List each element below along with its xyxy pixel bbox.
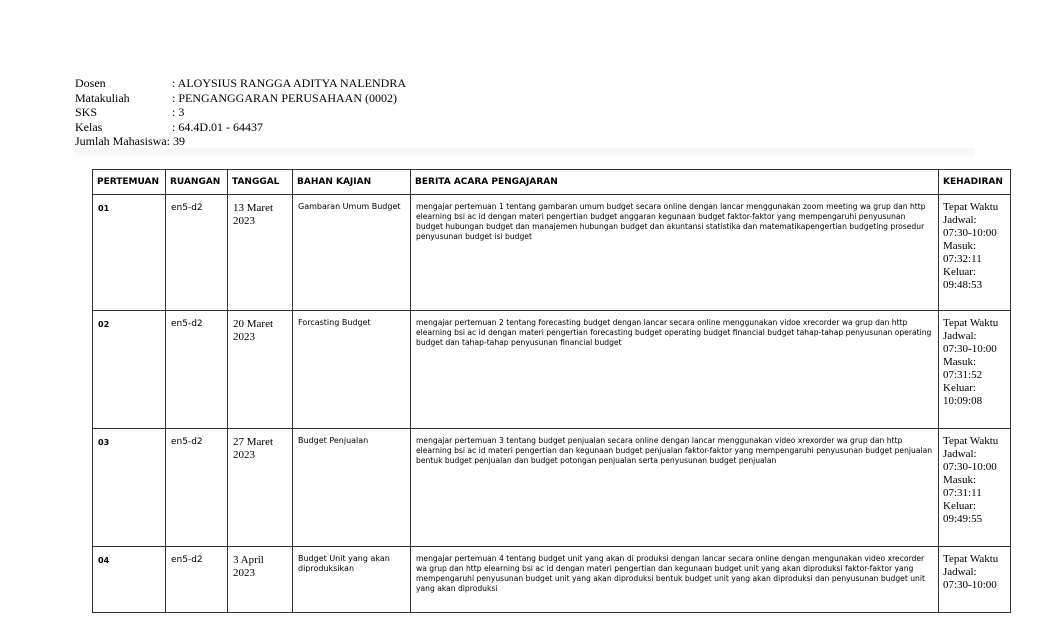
cell-kehadiran — [939, 195, 1011, 311]
attendance-check-out: Keluar: 10:09:08 — [943, 382, 983, 407]
attendance-check-out: Keluar: 09:49:55 — [943, 500, 983, 525]
jumlah-row — [75, 134, 406, 149]
cell-ruangan: en5-d2 — [166, 195, 228, 311]
cell-kehadiran — [939, 311, 1011, 429]
dosen-row — [75, 76, 406, 91]
sks-value: : 3 — [172, 105, 185, 119]
cell-bahan-kajian: Gambaran Umum Budget — [293, 195, 411, 311]
cell-berita-acara: mengajar pertemuan 3 tentang budget penjualan secara online dengan lancar menggunakan video xrexorder wa grup dan http elearning bsi ac id materi pengertian dan kegunaan budget penjualan faktor-faktor yang mempengaruhi penyusunan budget penjualan bentuk budget penjualan dan budget potongan penjualan serta penyusunan budget penjualan — [411, 429, 939, 547]
attendance-schedule: Jadwal: 07:30-10:00 — [943, 214, 997, 239]
cell-pertemuan: 01 — [93, 195, 166, 311]
attendance-check-in: Masuk: 07:31:11 — [943, 474, 982, 499]
cell-bahan-kajian: Budget Penjualan — [293, 429, 411, 547]
kelas-row — [75, 120, 406, 135]
cell-tanggal: 13 Maret 2023 — [228, 195, 293, 311]
table-header-row — [93, 170, 1011, 195]
col-header-tanggal: TANGGAL — [228, 170, 293, 195]
cell-berita-acara: mengajar pertemuan 2 tentang forecasting budget dengan lancar secara online menggunakan vidoe xrecorder wa grup dan http elearning bsi ac id dengan materi pengertian forecasting budget operating budget financial budget tahap-tahap penyusunan operating budget dan tahap-tahap penyusunan financial budget — [411, 311, 939, 429]
attendance-status: Tepat Waktu — [943, 553, 999, 565]
attendance-status: Tepat Waktu — [943, 201, 999, 213]
cell-bahan-kajian: Forcasting Budget — [293, 311, 411, 429]
attendance-schedule: Jadwal: 07:30-10:00 — [943, 448, 997, 473]
dosen-label: Dosen — [75, 76, 106, 90]
sks-row — [75, 105, 406, 120]
attendance-check-out: Keluar: 09:48:53 — [943, 266, 983, 291]
jumlah-label: Jumlah Mahasiswa — [75, 134, 167, 148]
cell-ruangan: en5-d2 — [166, 429, 228, 547]
cell-pertemuan: 04 — [93, 547, 166, 613]
matakuliah-value: : PENGANGGARAN PERUSAHAAN (0002) — [172, 90, 398, 105]
matakuliah-label: Matakuliah — [75, 90, 130, 105]
cell-tanggal: 3 April 2023 — [228, 547, 293, 613]
col-header-pertemuan: PERTEMUAN — [93, 170, 166, 195]
cell-kehadiran — [939, 429, 1011, 547]
table-row — [93, 429, 1011, 547]
matakuliah-row — [75, 91, 406, 106]
col-header-kehadiran: KEHADIRAN — [939, 170, 1011, 195]
kelas-value: : 64.4D.01 - 64437 — [172, 119, 263, 134]
attendance-status: Tepat Waktu — [943, 435, 999, 447]
cell-ruangan: en5-d2 — [166, 547, 228, 613]
course-info — [75, 76, 406, 149]
cell-pertemuan: 03 — [93, 429, 166, 547]
attendance-schedule: Jadwal: 07:30-10:00 — [943, 566, 997, 591]
attendance-check-in: Masuk: 07:31:52 — [943, 356, 983, 381]
col-header-berita-acara: BERITA ACARA PENGAJARAN — [411, 170, 939, 195]
dosen-value: : ALOYSIUS RANGGA ADITYA NALENDRA — [172, 76, 407, 90]
cell-ruangan: en5-d2 — [166, 311, 228, 429]
attendance-check-in: Masuk: 07:32:11 — [943, 240, 982, 265]
cell-pertemuan: 02 — [93, 311, 166, 429]
cell-tanggal: 27 Maret 2023 — [228, 429, 293, 547]
col-header-bahan-kajian: BAHAN KAJIAN — [293, 170, 411, 195]
kelas-label: Kelas — [75, 119, 103, 134]
table-row — [93, 311, 1011, 429]
cell-bahan-kajian: Budget Unit yang akan diproduksikan — [293, 547, 411, 613]
jumlah-value: : 39 — [166, 134, 185, 148]
cell-tanggal: 20 Maret 2023 — [228, 311, 293, 429]
attendance-table — [92, 169, 1011, 613]
col-header-ruangan: RUANGAN — [166, 170, 228, 195]
table-row — [93, 195, 1011, 311]
attendance-status: Tepat Waktu — [943, 317, 999, 329]
cell-berita-acara: mengajar pertemuan 1 tentang gambaran umum budget secara online dengan lancar menggunakan zoom meeting wa grup dan http elearning bsi ac id dengan materi pengertian budget anggaran kegunaan budget faktor-faktor yang mempengaruhi penyusunan budget hubungan budget dan manajemen hubungan budget dan akuntansi statistika dan matematikapengertian budgeting prosedur penyusunan budget isi budget — [411, 195, 939, 311]
cell-kehadiran — [939, 547, 1011, 613]
table-row — [93, 547, 1011, 613]
cell-berita-acara: mengajar pertemuan 4 tentang budget unit yang akan di produksi dengan lancar secara online dengan mengunakan video xrecorder wa grup dan http elearning bsi ac id dengan materi pengertian dan kegunaan budget unit yang akan diproduksi faktor-faktor yang mempengaruhi penyusunan budget unit yang akan diproduksi bentuk budget unit yang akan diproduksi dan penyusunan budget unit yang akan diproduksi — [411, 547, 939, 613]
attendance-schedule: Jadwal: 07:30-10:00 — [943, 330, 997, 355]
divider — [75, 148, 975, 158]
sks-label: SKS — [75, 105, 98, 119]
